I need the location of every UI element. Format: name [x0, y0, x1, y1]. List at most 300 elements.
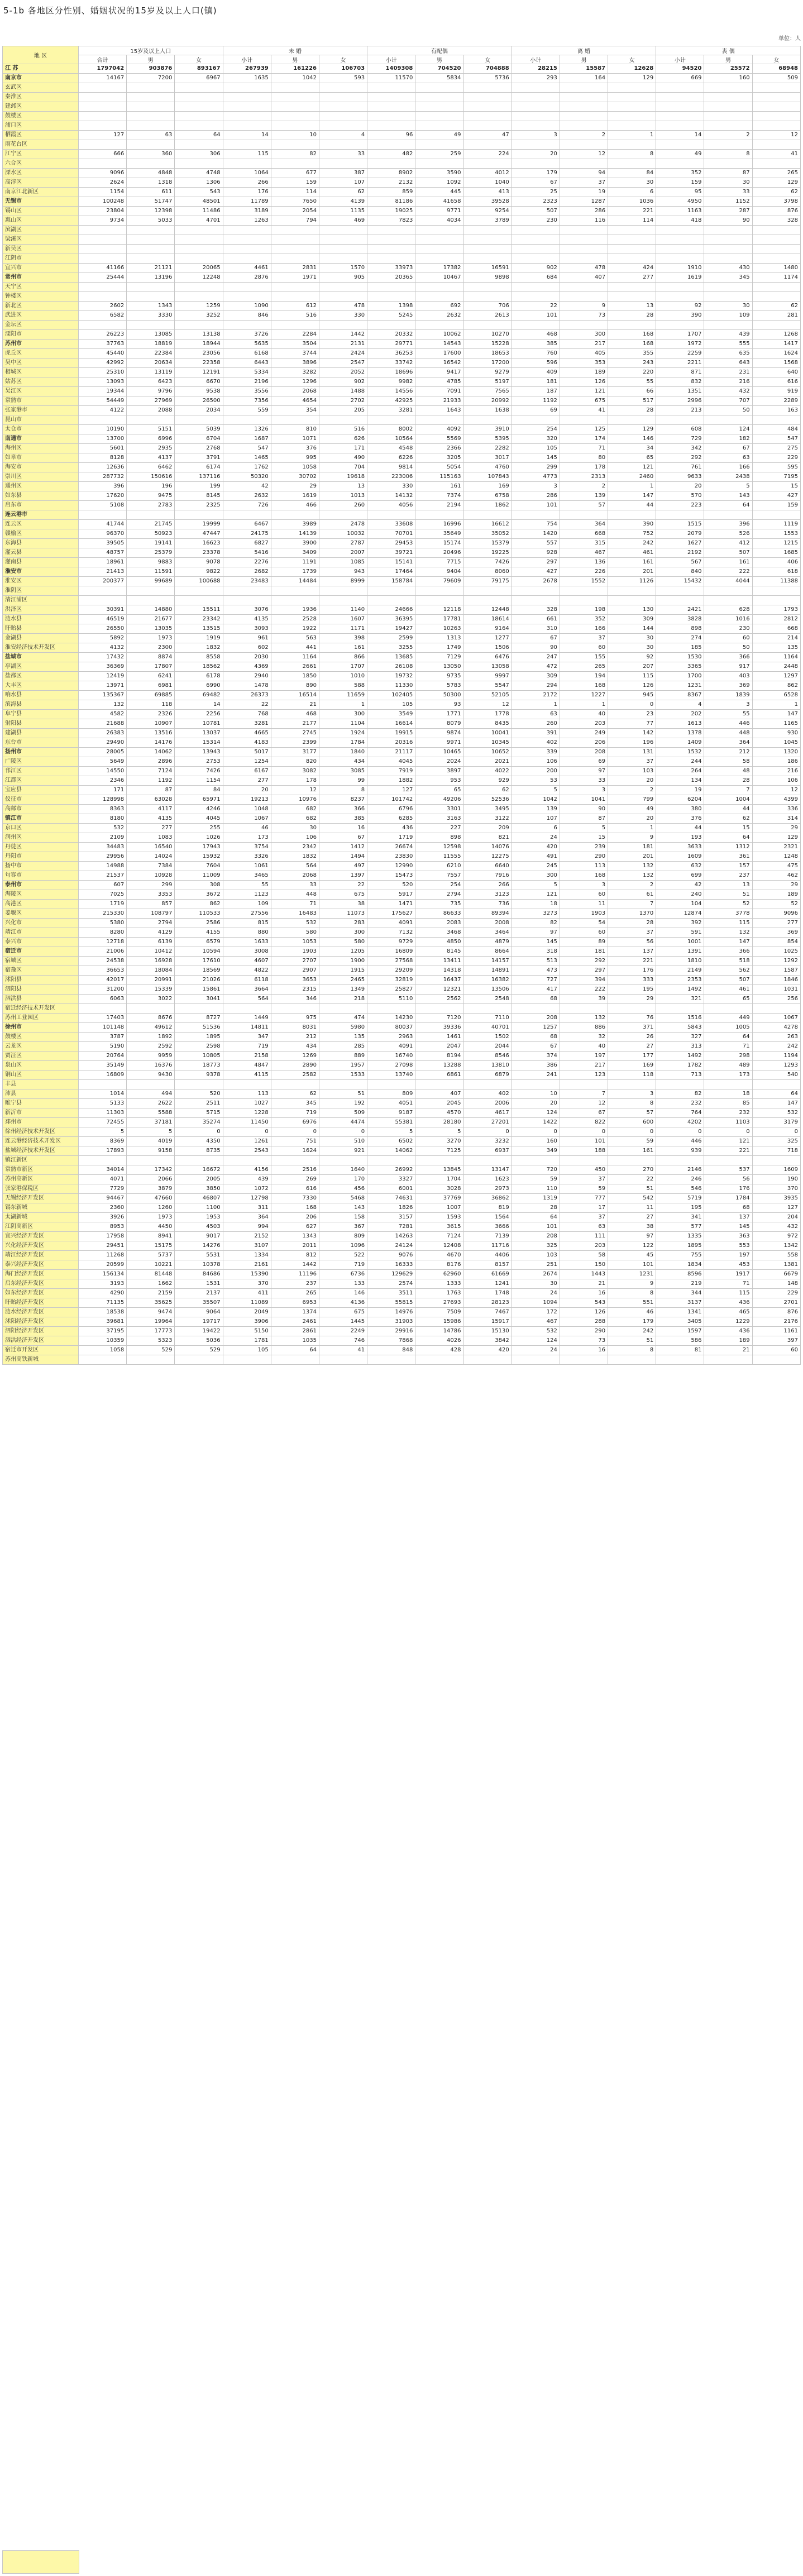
value-cell: 67 — [512, 634, 560, 643]
value-cell: 6704 — [175, 434, 223, 444]
value-cell: 5719 — [656, 1194, 704, 1203]
value-cell: 14 — [656, 131, 704, 140]
value-cell: 349 — [512, 1146, 560, 1156]
value-cell: 859 — [367, 188, 415, 197]
value-cell: 16542 — [415, 359, 463, 368]
value-cell: 1635 — [223, 74, 271, 83]
value-cell: 9997 — [463, 672, 512, 681]
value-cell — [271, 235, 319, 245]
value-cell: 36653 — [79, 966, 127, 976]
region-name: 姜堰区 — [3, 909, 79, 919]
value-cell: 3879 — [127, 1184, 175, 1194]
value-cell: 245 — [512, 862, 560, 871]
value-cell — [271, 83, 319, 93]
region-name: 盱眙县 — [3, 624, 79, 634]
unit-label: 单位：人 — [778, 36, 801, 42]
value-cell: 195 — [656, 1203, 704, 1213]
value-cell: 114 — [271, 188, 319, 197]
value-cell: 366 — [704, 653, 752, 662]
value-cell: 2131 — [319, 340, 367, 349]
value-cell: 26992 — [367, 1165, 415, 1175]
value-cell: 9404 — [415, 567, 463, 577]
value-cell: 26373 — [223, 691, 271, 700]
value-cell: 46519 — [79, 615, 127, 624]
table-row — [3, 330, 801, 340]
value-cell: 286 — [560, 207, 608, 216]
value-cell: 161 — [319, 643, 367, 653]
region-name: 海安市 — [3, 463, 79, 472]
value-cell: 4879 — [463, 938, 512, 947]
value-cell: 2399 — [271, 738, 319, 748]
value-cell: 114 — [608, 216, 656, 226]
value-cell: 6502 — [367, 1137, 415, 1146]
table-row — [3, 539, 801, 548]
value-cell: 16623 — [175, 539, 223, 548]
region-name: 江阴市 — [3, 254, 79, 264]
value-cell: 810 — [271, 425, 319, 434]
value-cell: 577 — [656, 1222, 704, 1232]
value-cell — [319, 510, 367, 520]
value-cell: 109 — [704, 311, 752, 321]
value-cell: 2478 — [319, 520, 367, 529]
value-cell: 224 — [463, 150, 512, 159]
value-cell: 5635 — [223, 340, 271, 349]
region-name: 溧阳市 — [3, 330, 79, 340]
value-cell: 19717 — [175, 1317, 223, 1327]
value-cell: 223006 — [367, 472, 415, 482]
value-cell: 1293 — [752, 1061, 800, 1070]
value-cell — [463, 1080, 512, 1089]
table-row — [3, 681, 801, 691]
value-cell: 1834 — [656, 1260, 704, 1270]
value-cell — [175, 93, 223, 102]
value-cell: 213 — [656, 406, 704, 415]
value-cell: 3672 — [175, 890, 223, 900]
group-header: 离 婚 — [512, 46, 656, 55]
value-cell: 2256 — [175, 710, 223, 719]
value-cell — [79, 140, 127, 150]
value-cell: 20316 — [367, 738, 415, 748]
value-cell: 369 — [752, 928, 800, 938]
value-cell: 727 — [512, 976, 560, 985]
value-cell: 1627 — [656, 539, 704, 548]
value-cell — [79, 254, 127, 264]
value-cell: 961 — [223, 634, 271, 643]
value-cell — [271, 596, 319, 605]
table-row — [3, 691, 801, 700]
value-cell: 10378 — [175, 1260, 223, 1270]
value-cell: 159 — [656, 178, 704, 188]
value-cell: 129629 — [367, 1270, 415, 1279]
value-cell: 905 — [319, 273, 367, 283]
value-cell: 72455 — [79, 1118, 127, 1127]
value-cell: 1381 — [752, 1260, 800, 1270]
region-name: 淮阴区 — [3, 586, 79, 596]
value-cell: 1231 — [608, 1270, 656, 1279]
value-cell: 370 — [223, 1279, 271, 1289]
value-cell: 101 — [608, 1260, 656, 1270]
value-cell: 14811 — [223, 1023, 271, 1033]
value-cell: 2890 — [271, 1061, 319, 1070]
value-cell: 1026 — [175, 833, 223, 843]
value-cell: 704888 — [463, 64, 512, 74]
value-cell: 42992 — [79, 359, 127, 368]
value-cell: 2176 — [752, 1317, 800, 1327]
value-cell: 13411 — [415, 957, 463, 966]
value-cell: 1194 — [752, 1052, 800, 1061]
value-cell: 186 — [752, 757, 800, 767]
value-cell — [704, 83, 752, 93]
value-cell: 3123 — [463, 890, 512, 900]
value-cell: 18696 — [367, 368, 415, 377]
value-cell — [608, 596, 656, 605]
value-cell: 103 — [512, 1251, 560, 1260]
value-cell: 13050 — [415, 662, 463, 672]
value-cell: 144 — [608, 624, 656, 634]
value-cell — [271, 586, 319, 596]
value-cell — [319, 596, 367, 605]
value-cell — [512, 235, 560, 245]
value-cell: 516 — [319, 425, 367, 434]
value-cell: 10781 — [175, 719, 223, 729]
value-cell: 328 — [752, 216, 800, 226]
value-cell: 10976 — [271, 795, 319, 805]
value-cell: 2132 — [367, 178, 415, 188]
region-name: 淮安市 — [3, 567, 79, 577]
region-name: 泰兴市 — [3, 938, 79, 947]
value-cell: 290 — [560, 1327, 608, 1336]
value-cell: 59 — [512, 1175, 560, 1184]
value-cell: 67 — [512, 178, 560, 188]
value-cell: 11303 — [79, 1108, 127, 1118]
value-cell: 1915 — [319, 966, 367, 976]
value-cell — [752, 226, 800, 235]
value-cell: 18614 — [463, 615, 512, 624]
value-cell: 6178 — [175, 672, 223, 681]
value-cell: 2161 — [223, 1260, 271, 1270]
value-cell: 8953 — [79, 1222, 127, 1232]
value-cell: 427 — [752, 491, 800, 501]
value-cell: 65971 — [175, 795, 223, 805]
region-name: 淮安经济技术开发区 — [3, 643, 79, 653]
value-cell: 12628 — [608, 64, 656, 74]
value-cell: 1320 — [752, 748, 800, 757]
value-cell: 1910 — [656, 264, 704, 273]
value-cell: 137 — [704, 1213, 752, 1222]
value-cell: 8280 — [79, 928, 127, 938]
value-cell — [175, 254, 223, 264]
value-cell: 33 — [704, 188, 752, 197]
table-row — [3, 1070, 801, 1080]
value-cell: 300 — [560, 330, 608, 340]
value-cell: 9959 — [127, 1052, 175, 1061]
value-cell: 30 — [704, 302, 752, 311]
value-cell: 11659 — [319, 691, 367, 700]
value-cell: 121 — [512, 890, 560, 900]
value-cell: 9096 — [79, 169, 127, 178]
value-cell: 2702 — [319, 396, 367, 406]
value-cell — [319, 112, 367, 121]
value-cell: 1903 — [271, 947, 319, 957]
value-cell: 13 — [319, 482, 367, 491]
value-cell: 64 — [175, 131, 223, 140]
value-cell: 146 — [608, 434, 656, 444]
value-cell: 3273 — [512, 909, 560, 919]
table-row — [3, 74, 801, 83]
value-cell: 25444 — [79, 273, 127, 283]
value-cell: 54 — [560, 919, 608, 928]
value-cell — [175, 112, 223, 121]
value-cell: 546 — [656, 1184, 704, 1194]
value-cell: 9874 — [415, 729, 463, 738]
value-cell: 28 — [608, 919, 656, 928]
value-cell: 52 — [704, 900, 752, 909]
region-name: 昆山市 — [3, 415, 79, 425]
value-cell: 5323 — [127, 1336, 175, 1346]
value-cell: 3726 — [223, 330, 271, 340]
value-cell — [704, 245, 752, 254]
value-cell: 2528 — [271, 615, 319, 624]
value-cell: 7129 — [415, 653, 463, 662]
value-cell — [704, 140, 752, 150]
value-cell: 110533 — [175, 909, 223, 919]
table-row — [3, 188, 801, 197]
value-cell: 3850 — [175, 1184, 223, 1194]
value-cell — [704, 1004, 752, 1014]
value-cell: 3778 — [704, 909, 752, 919]
value-cell: 1341 — [656, 1308, 704, 1317]
value-cell: 3896 — [271, 359, 319, 368]
value-cell — [752, 321, 800, 330]
value-cell: 2622 — [127, 1099, 175, 1108]
value-cell: 177 — [608, 1052, 656, 1061]
value-cell: 1793 — [752, 605, 800, 615]
value-cell: 16740 — [367, 1052, 415, 1061]
value-cell: 2300 — [127, 643, 175, 653]
value-cell: 2547 — [319, 359, 367, 368]
value-cell — [127, 586, 175, 596]
value-cell: 436 — [367, 824, 415, 833]
region-name: 兴化经济开发区 — [3, 1241, 79, 1251]
value-cell: 4950 — [656, 197, 704, 207]
value-cell: 14024 — [127, 852, 175, 862]
value-cell: 618 — [752, 567, 800, 577]
table-row — [3, 719, 801, 729]
value-cell — [656, 254, 704, 264]
value-cell: 254 — [415, 881, 463, 890]
value-cell: 19915 — [367, 729, 415, 738]
table-row — [3, 1156, 801, 1165]
value-cell: 330 — [367, 482, 415, 491]
value-cell: 8435 — [463, 719, 512, 729]
value-cell: 263 — [752, 1033, 800, 1042]
value-cell: 45 — [608, 1251, 656, 1260]
value-cell — [608, 1156, 656, 1165]
value-cell: 106703 — [319, 64, 367, 74]
value-cell: 2973 — [463, 1184, 512, 1194]
value-cell: 143 — [319, 1203, 367, 1213]
value-cell: 469 — [319, 216, 367, 226]
region-name: 启东市 — [3, 501, 79, 510]
value-cell — [463, 415, 512, 425]
value-cell: 9017 — [175, 1232, 223, 1241]
value-cell: 6679 — [752, 1270, 800, 1279]
value-cell: 15861 — [175, 985, 223, 995]
value-cell: 23 — [608, 710, 656, 719]
value-cell — [367, 596, 415, 605]
sub-header: 男 — [415, 55, 463, 64]
value-cell — [560, 83, 608, 93]
value-cell — [319, 102, 367, 112]
table-row — [3, 321, 801, 330]
table-row — [3, 131, 801, 140]
value-cell: 64 — [704, 833, 752, 843]
value-cell: 229 — [752, 453, 800, 463]
value-cell: 403 — [704, 672, 752, 681]
value-cell: 69885 — [127, 691, 175, 700]
value-cell: 2682 — [223, 567, 271, 577]
value-cell: 160 — [704, 74, 752, 83]
value-cell: 13971 — [79, 681, 127, 691]
value-cell: 4012 — [463, 169, 512, 178]
value-cell: 124 — [704, 425, 752, 434]
value-cell: 37 — [560, 178, 608, 188]
value-cell: 3107 — [223, 1241, 271, 1251]
value-cell: 8 — [608, 150, 656, 159]
value-cell: 13515 — [175, 624, 223, 634]
value-cell: 122 — [608, 1241, 656, 1251]
value-cell: 264 — [656, 767, 704, 776]
value-cell: 168 — [560, 871, 608, 881]
value-cell: 472 — [512, 662, 560, 672]
value-cell: 5892 — [79, 634, 127, 643]
value-cell: 90 — [512, 643, 560, 653]
value-cell: 0 — [463, 1127, 512, 1137]
value-cell: 2876 — [223, 273, 271, 283]
value-cell: 29916 — [367, 1327, 415, 1336]
table-row — [3, 805, 801, 814]
value-cell: 3935 — [752, 1194, 800, 1203]
value-cell — [127, 159, 175, 169]
value-cell — [704, 586, 752, 596]
value-cell: 363 — [704, 1232, 752, 1241]
value-cell: 1397 — [319, 871, 367, 881]
region-name: 雨花台区 — [3, 140, 79, 150]
value-cell: 239 — [560, 843, 608, 852]
value-cell: 8999 — [319, 577, 367, 586]
value-cell — [223, 415, 271, 425]
value-cell: 14556 — [367, 387, 415, 396]
value-cell: 20991 — [127, 976, 175, 985]
value-cell: 6462 — [127, 463, 175, 472]
value-cell: 12191 — [175, 368, 223, 377]
value-cell — [271, 93, 319, 102]
value-cell: 7 — [560, 1089, 608, 1099]
value-cell — [704, 121, 752, 131]
value-cell: 542 — [608, 1194, 656, 1203]
value-cell: 3897 — [415, 767, 463, 776]
value-cell: 682 — [271, 805, 319, 814]
value-cell: 67 — [560, 1108, 608, 1118]
value-cell: 20634 — [127, 359, 175, 368]
value-cell: 1552 — [560, 577, 608, 586]
value-cell: 529 — [175, 1346, 223, 1355]
value-cell: 1465 — [223, 453, 271, 463]
value-cell: 20 — [608, 814, 656, 824]
value-cell: 405 — [560, 349, 608, 359]
region-name: 虎丘区 — [3, 349, 79, 359]
group-header: 15岁及以上人口 — [79, 46, 223, 55]
value-cell — [704, 93, 752, 102]
value-cell — [560, 586, 608, 596]
region-name: 宜兴经济开发区 — [3, 1232, 79, 1241]
value-cell: 2996 — [656, 396, 704, 406]
region-name: 宜兴市 — [3, 264, 79, 273]
value-cell: 666 — [79, 150, 127, 159]
value-cell — [512, 510, 560, 520]
value-cell: 5569 — [415, 434, 463, 444]
value-cell: 719 — [271, 1108, 319, 1118]
region-name: 靖江市 — [3, 928, 79, 938]
value-cell: 1042 — [512, 795, 560, 805]
value-cell: 21026 — [175, 976, 223, 985]
table-row — [3, 976, 801, 985]
value-cell: 4406 — [463, 1251, 512, 1260]
value-cell: 9078 — [175, 558, 223, 567]
value-cell: 12408 — [415, 1241, 463, 1251]
value-cell — [512, 1355, 560, 1365]
value-cell: 1351 — [656, 387, 704, 396]
value-cell — [223, 1080, 271, 1089]
value-cell: 612 — [271, 302, 319, 311]
value-cell: 4503 — [175, 1222, 223, 1232]
value-cell: 217 — [560, 340, 608, 349]
value-cell: 3465 — [223, 871, 271, 881]
value-cell: 47660 — [127, 1194, 175, 1203]
value-cell: 11716 — [463, 1241, 512, 1251]
value-cell: 2360 — [79, 1203, 127, 1213]
value-cell: 308 — [175, 881, 223, 890]
value-cell: 0 — [656, 1127, 704, 1137]
region-name: 苏州市 — [3, 340, 79, 349]
value-cell: 0 — [704, 1127, 752, 1137]
value-cell: 105 — [223, 1346, 271, 1355]
value-cell: 706 — [463, 302, 512, 311]
value-cell — [704, 112, 752, 121]
value-cell: 1719 — [79, 900, 127, 909]
region-name: 连云港经济技术开发区 — [3, 1137, 79, 1146]
value-cell: 9633 — [656, 472, 704, 482]
value-cell: 677 — [271, 169, 319, 178]
value-cell: 146 — [319, 1289, 367, 1298]
value-cell: 147 — [752, 710, 800, 719]
value-cell: 266 — [463, 881, 512, 890]
value-cell: 15432 — [656, 577, 704, 586]
value-cell: 14276 — [175, 1241, 223, 1251]
value-cell: 436 — [704, 1327, 752, 1336]
value-cell: 27969 — [127, 396, 175, 406]
value-cell — [415, 93, 463, 102]
value-cell: 172 — [512, 1308, 560, 1317]
value-cell: 7330 — [271, 1194, 319, 1203]
value-cell: 97 — [512, 928, 560, 938]
value-cell: 129 — [608, 74, 656, 83]
value-cell: 616 — [752, 377, 800, 387]
value-cell: 13093 — [79, 377, 127, 387]
value-cell: 2598 — [175, 1042, 223, 1052]
value-cell: 17958 — [79, 1232, 127, 1241]
value-cell: 366 — [704, 947, 752, 957]
